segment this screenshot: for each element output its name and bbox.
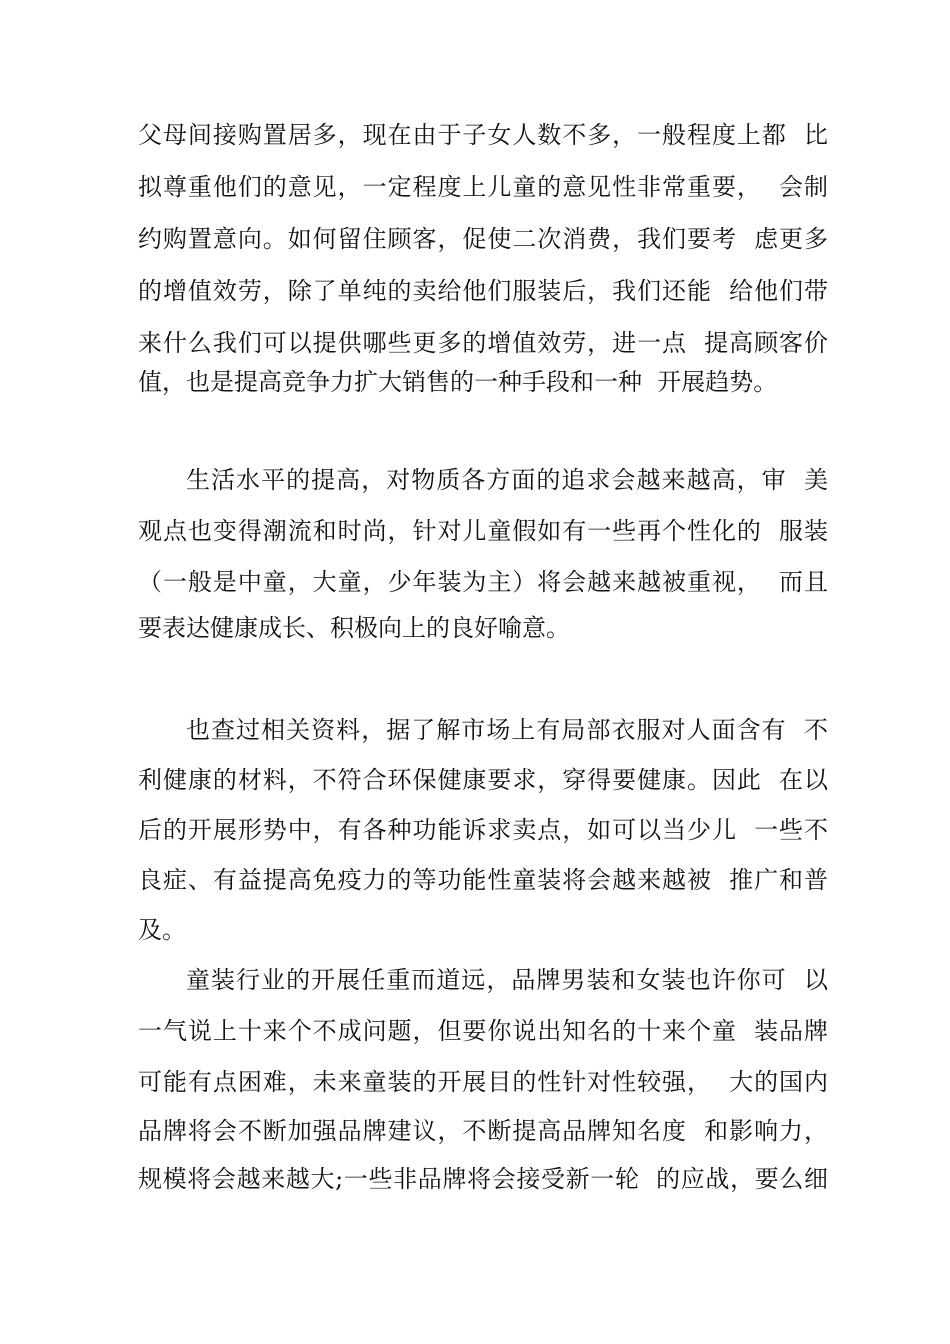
paragraph-1-line-5: 来什么我们可以提供哪些更多的增值效劳，进一点 提高顾客价 [138, 329, 828, 357]
paragraph-4-line-5: 规模将会越来越大;一些非品牌将会接受新一轮 的应战，要么细 [138, 1165, 828, 1193]
paragraph-3-line-5: 及。 [138, 916, 186, 944]
paragraph-4-line-3: 可能有点困难，未来童装的开展目的性针对性较强， 大的国内 [138, 1068, 828, 1096]
paragraph-3-line-4: 良症、有益提高免疫力的等功能性童装将会越来越被 推广和普 [138, 866, 828, 894]
paragraph-1-line-1: 父母间接购置居多，现在由于子女人数不多，一般程度上都 比 [138, 121, 828, 149]
paragraph-2-line-3: （一般是中童，大童，少年装为主）将会越来越被重视， 而且 [138, 568, 828, 596]
paragraph-2-line-1: 生活水平的提高，对物质各方面的追求会越来越高，审 美 [186, 466, 828, 494]
paragraph-1-line-6: 值，也是提高竞争力扩大销售的一种手段和一种 开展趋势。 [138, 368, 778, 396]
paragraph-3-line-1: 也查过相关资料，据了解市场上有局部衣服对人面含有 不 [186, 716, 828, 744]
paragraph-2-line-4: 要表达健康成长、积极向上的良好喻意。 [138, 614, 570, 642]
paragraph-4-line-4: 品牌将会不断加强品牌建议，不断提高品牌知名度 和影响力， [138, 1117, 828, 1145]
paragraph-4-line-2: 一气说上十来个不成问题，但要你说出知名的十来个童 装品牌 [138, 1017, 828, 1045]
paragraph-1-line-2: 拟尊重他们的意见，一定程度上儿童的意见性非常重要， 会制 [138, 173, 828, 201]
paragraph-1-line-3: 约购置意向。如何留住顾客，促使二次消费，我们要考 虑更多 [138, 225, 828, 253]
paragraph-3-line-2: 利健康的材料，不符合环保健康要求，穿得要健康。因此 在以 [138, 766, 828, 794]
paragraph-4-line-1: 童装行业的开展任重而道远，品牌男装和女装也许你可 以 [186, 966, 828, 994]
paragraph-1-line-4: 的增值效劳，除了单纯的卖给他们服装后，我们还能 给他们带 [138, 277, 828, 305]
paragraph-3-line-3: 后的开展形势中，有各种功能诉求卖点，如可以当少儿 一些不 [138, 816, 828, 844]
paragraph-2-line-2: 观点也变得潮流和时尚，针对儿童假如有一些再个性化的 服装 [138, 517, 828, 545]
